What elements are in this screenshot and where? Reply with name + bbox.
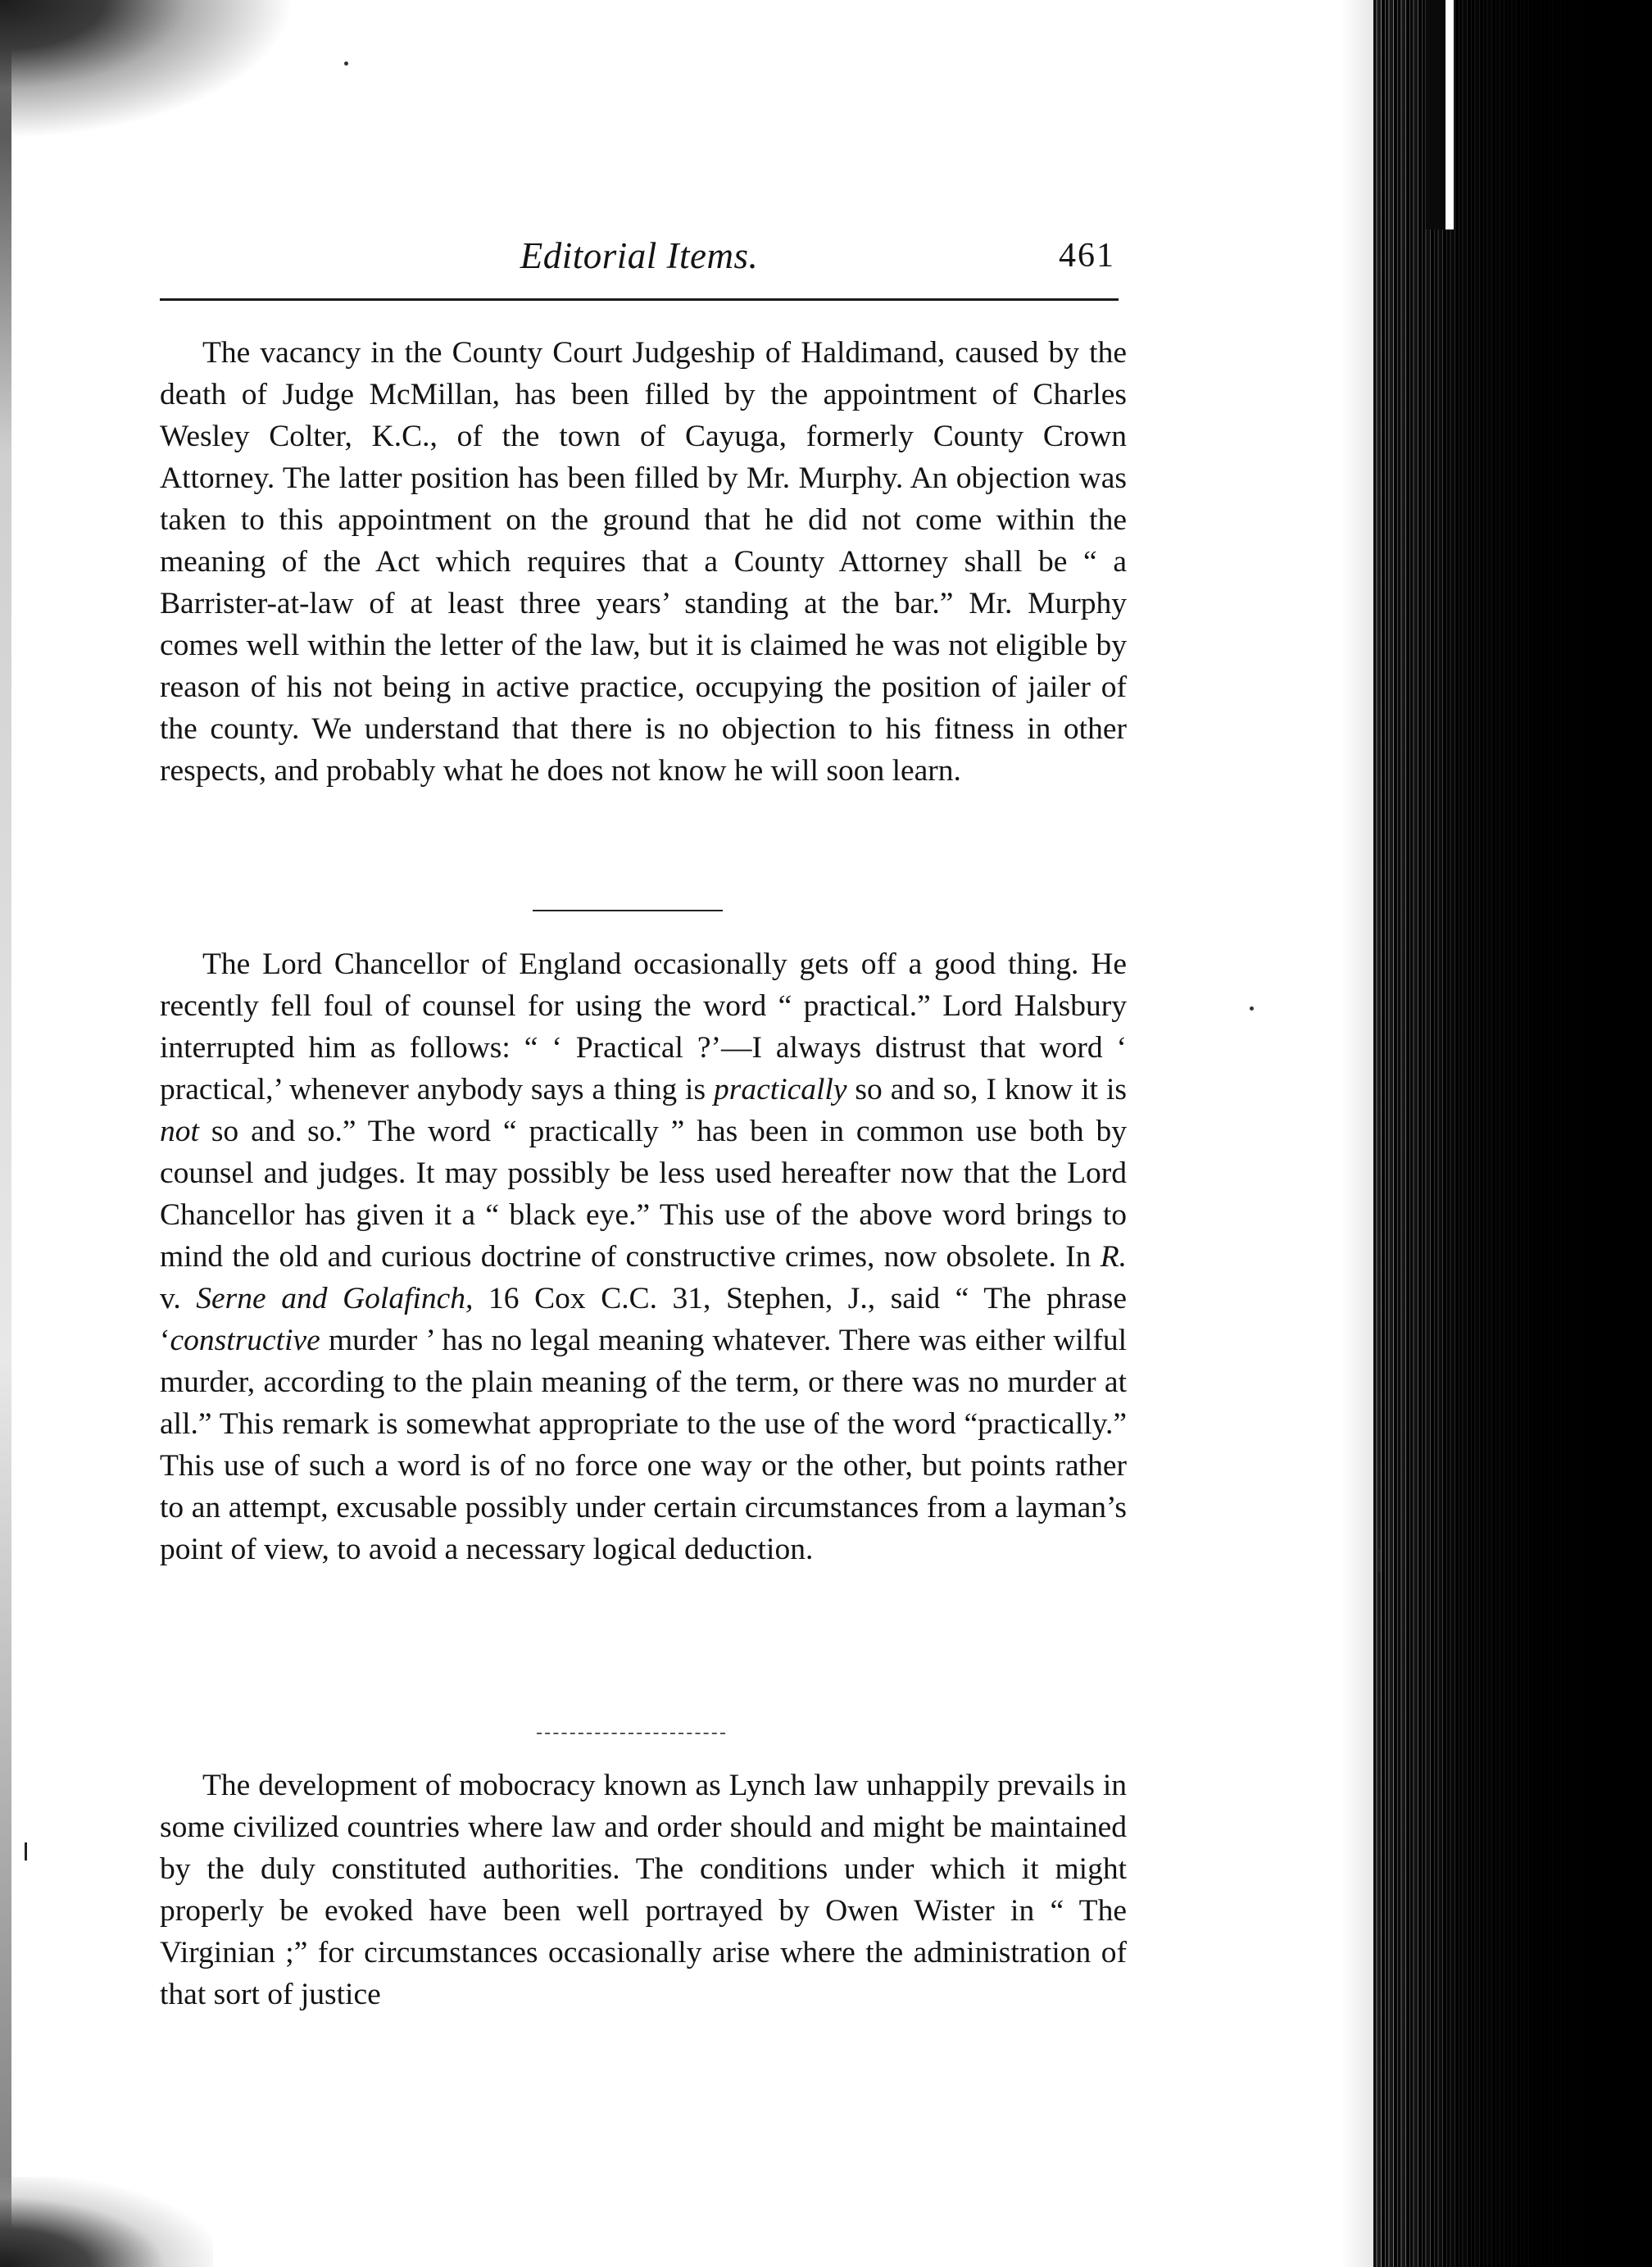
scan-speck bbox=[344, 61, 348, 66]
section-divider bbox=[537, 1733, 725, 1734]
scan-shadow-bottom-left bbox=[0, 2177, 213, 2267]
italic-text-run: not bbox=[160, 1115, 199, 1148]
paragraph-text: The vacancy in the County Court Judgeship of Haldimand, caused by the death of Judge McMillan, has been filled by the appointment of Charles Wesley Colter, K.C., of the town of Cayuga, formerly County Crown Attorney. The latter position has been filled by Mr. Murphy. An objection was taken to this appointment on the ground that he did not come within the meaning of the Act which requires that a County Attorney shall be “ a Barrister-at-law of at least three years’ standing at the bar.” Mr. Murphy comes well within the letter of the law, but it is claimed he was not eligible by reason of his not being in active practice, occupying the position of jailer of the county. We understand that there is no objection to his fitness in other respects, and probably what he does not know he will soon learn. bbox=[160, 336, 1127, 788]
header-rule bbox=[160, 298, 1119, 301]
scan-speck bbox=[1250, 1006, 1254, 1011]
text-run: The Lord Chancellor of England occasionally gets off a good thing. He recently fell foul of counsel for using the word “ practical.” Lord Halsbury interrupted him as follows: “ ‘ Practical ?’—I always distrust that word ‘ practical,’ whenever anybody says a thing is bbox=[160, 947, 1127, 1106]
paragraph-text bbox=[160, 943, 1127, 1570]
italic-text-run: constructive bbox=[170, 1324, 320, 1357]
scan-top-bar bbox=[1426, 0, 1446, 229]
scan-shadow-top-left bbox=[0, 0, 295, 139]
italic-text-run: Serne and Golafinch, bbox=[196, 1282, 474, 1315]
text-run: 16 Cox C.C. 31, Stephen, J., said “ The phrase ‘ bbox=[160, 1282, 1127, 1357]
running-title: Editorial Items. bbox=[520, 235, 759, 276]
editorial-paragraph-haldimand bbox=[160, 332, 1127, 792]
text-run: so and so.” The word “ practically ” has been in common use both by counsel and judges. It may possibly be less used hereafter now that the Lord Chancellor has given it a “ black eye.” This use of the above word brings to mind the old and curious doctrine of constructive crimes, now obsolete. In bbox=[160, 1115, 1127, 1274]
italic-text-run: practically bbox=[714, 1073, 847, 1106]
editorial-paragraph-lynch-law bbox=[160, 1765, 1127, 2015]
scan-binding-edge bbox=[1373, 0, 1652, 2267]
text-run: murder ’ has no legal meaning whatever. There was either wilful murder, according to the plain meaning of the term, or there was no murder at all.” This remark is somewhat appropriate to the use of the word “practically.” This use of such a word is of no force one way or the other, but points rather to an attempt, excusable possibly under certain circumstances from a layman’s point of view, to avoid a necessary logical deduction. bbox=[160, 1324, 1127, 1566]
section-divider bbox=[533, 910, 723, 911]
text-run: so and so, I know it is bbox=[846, 1073, 1128, 1106]
text-run: v. bbox=[160, 1282, 197, 1315]
page-number: 461 bbox=[1059, 237, 1115, 275]
scan-mark bbox=[1378, 1549, 1381, 1572]
italic-text-run: R. bbox=[1100, 1240, 1127, 1274]
scan-mark bbox=[25, 1842, 27, 1860]
scan-shadow-left bbox=[0, 0, 11, 2267]
scan-notch bbox=[1446, 0, 1454, 229]
editorial-paragraph-lord-chancellor bbox=[160, 943, 1127, 1570]
paragraph-text: The development of mobocracy known as Lynch law unhappily prevails in some civilized countries where law and order should and might be maintained by the duly constituted authorities. The conditions under which it might properly be evoked have been well portrayed by Owen Wister in “ The Virginian ;” for circumstances occasionally arise where the administration of that sort of justice bbox=[160, 1769, 1127, 2011]
page-header bbox=[160, 231, 1119, 280]
